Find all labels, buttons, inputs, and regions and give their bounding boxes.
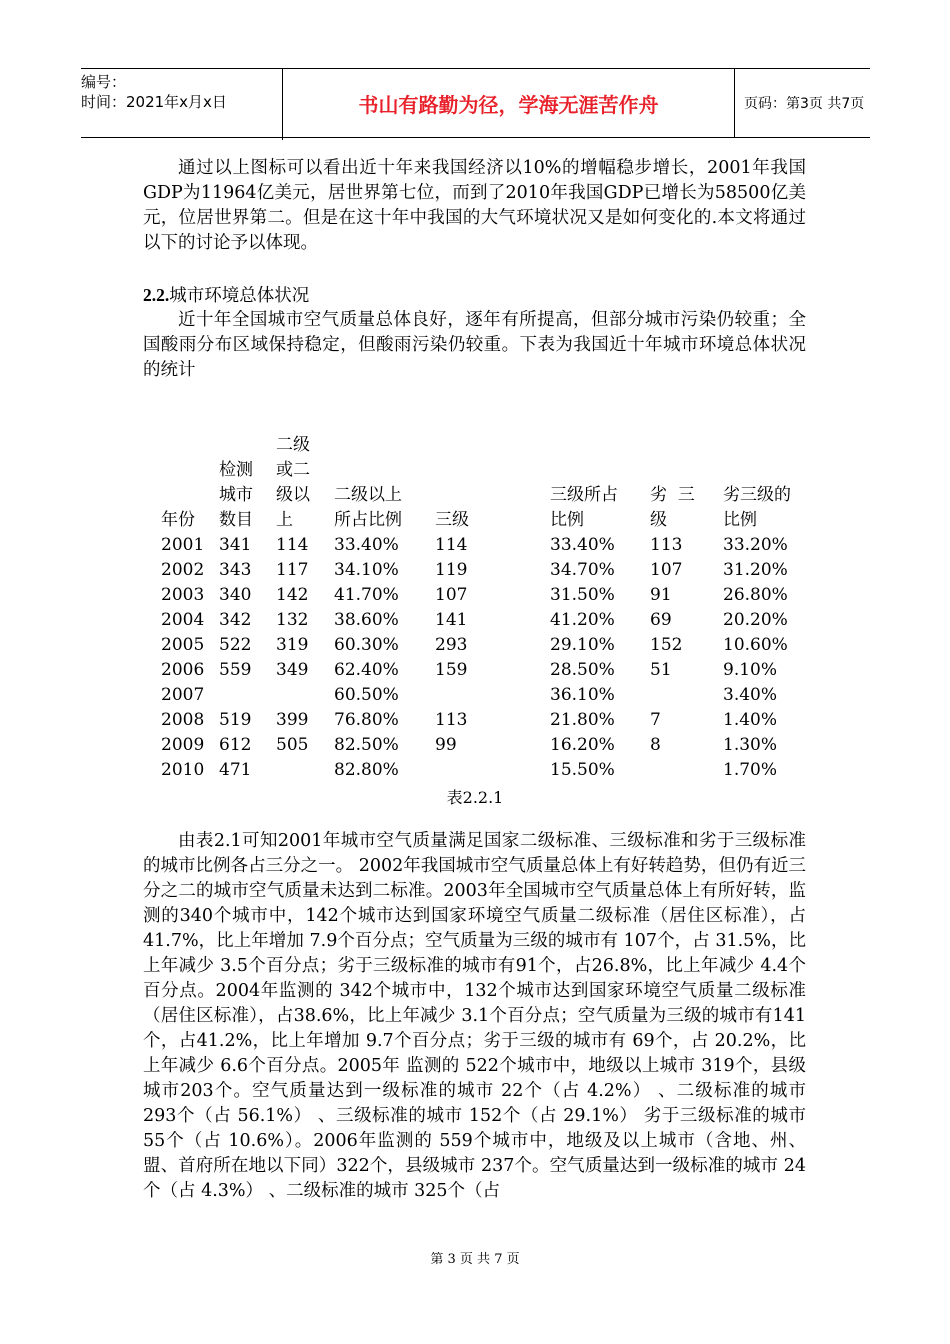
section-heading (143, 283, 309, 309)
section-number: 2.2. (143, 285, 170, 305)
header-grade3-pct: 三级所占 比例 (550, 485, 618, 530)
table-row: 2009 612 505 82.50% 99 16.20% 8 1.30% (161, 735, 778, 755)
table-row: 2001 341 114 33.40% 114 33.40% 113 33.20% (161, 535, 788, 555)
table-row: 2008 519 399 76.80% 113 21.80% 7 1.40% (161, 710, 778, 730)
section-title: 城市环境总体状况 (169, 286, 310, 306)
table-header (0, 430, 950, 533)
header-cities: 检测 城市 数目 (219, 460, 253, 530)
header-worse-pct: 劣三级的 比例 (723, 485, 791, 530)
header-worse: 劣 三 级 (650, 485, 695, 530)
time-label: 时间：2021年x月x日 (81, 93, 227, 111)
table-row: 2010 471 82.80% 15.50% 1.70% (161, 760, 778, 780)
header-motto: 书山有路勤为径，学海无涯苦作舟 (283, 69, 735, 137)
table-row: 2006 559 349 62.40% 159 28.50% 51 9.10% (161, 660, 778, 680)
document-header (81, 68, 870, 138)
header-grade3: 三级 (435, 510, 469, 530)
table-row: 2007 60.50% 36.10% 3.40% (161, 685, 778, 705)
table-row: 2004 342 132 38.60% 141 41.20% 69 20.20% (161, 610, 788, 630)
analysis-paragraph: 由表2.1可知2001年城市空气质量满足国家二级标准、三级标准和劣于三级标准的城市比例各占三分之一。 2002年我国城市空气质量总体上有好转趋势，但仍有近三分之二的城市空气质量未达到二标准。2003年全国城市空气质量总体上有所好转，监测的340个城市中，142个城市达到国家环境空气质量二级标准（居住区标准），占41.7%，比上年增加 7.9个百分点；空气质量为三级的城市有 107个，占 31.5%，比上年减少 3.5个百分点；劣于三级标准的城市有91个，占26.8%，比上年减少 4.4个百分点。2004年监测的 342个城市中，132个城市达到国家环境空气质量二级标准（居住区标准），占38.6%，比上年减少 3.1个百分点；空气质量为三级的城市有141个，占41.2%，比上年增加 9.7个百分点；劣于三级的城市有 69个，占 20.2%，比上年减少 6.6个百分点。2005年 监测的 522个城市中，地级以上城市 319个，县级城市203个。空气质量达到一级标准的城市 22个（占 4.2%） 、二级标准的城市 293个（占 56.1%） 、三级标准的城市 152个（占 29.1%） 劣于三级标准的城市 55个（占 10.6%）。2006年监测的 559个城市中，地级及以上城市（含地、州、盟、首府所在地以下同）322个，县级城市 237个。空气质量达到一级标准的城市 24个（占 4.3%） 、二级标准的城市 325个（占 (143, 831, 806, 1201)
header-year: 年份 (161, 510, 195, 530)
intro-paragraph: 通过以上图标可以看出近十年来我国经济以10%的增幅稳步增长，2001年我国GDP为11964亿美元，居世界第七位，而到了2010年我国GDP已增长为58500亿美元，位居世界第二。但是在这十年中我国的大气环境状况又是如何变化的.本文将通过以下的讨论予以体现。 (143, 158, 806, 253)
header-page-info: 页码：第3页 共7页 (744, 96, 865, 112)
header-grade2-pct: 二级以上 所占比例 (334, 485, 402, 530)
number-label: 编号： (81, 73, 127, 91)
section-paragraph: 近十年全国城市空气质量总体良好，逐年有所提高，但部分城市污染仍较重；全国酸雨分布区域保持稳定，但酸雨污染仍较重。下表为我国近十年城市环境总体状况的统计 (143, 310, 806, 380)
table-row: 2005 522 319 60.30% 293 29.10% 152 10.60% (161, 635, 788, 655)
table-row: 2003 340 142 41.70% 107 31.50% 91 26.80% (161, 585, 788, 605)
header-meta (81, 69, 283, 140)
table-caption: 表2.2.1 (446, 788, 504, 807)
table-row: 2002 343 117 34.10% 119 34.70% 107 31.20% (161, 560, 788, 580)
page-footer: 第 3 页 共 7 页 (430, 1252, 520, 1267)
header-grade2: 二级 或二 级以 上 (276, 435, 310, 530)
